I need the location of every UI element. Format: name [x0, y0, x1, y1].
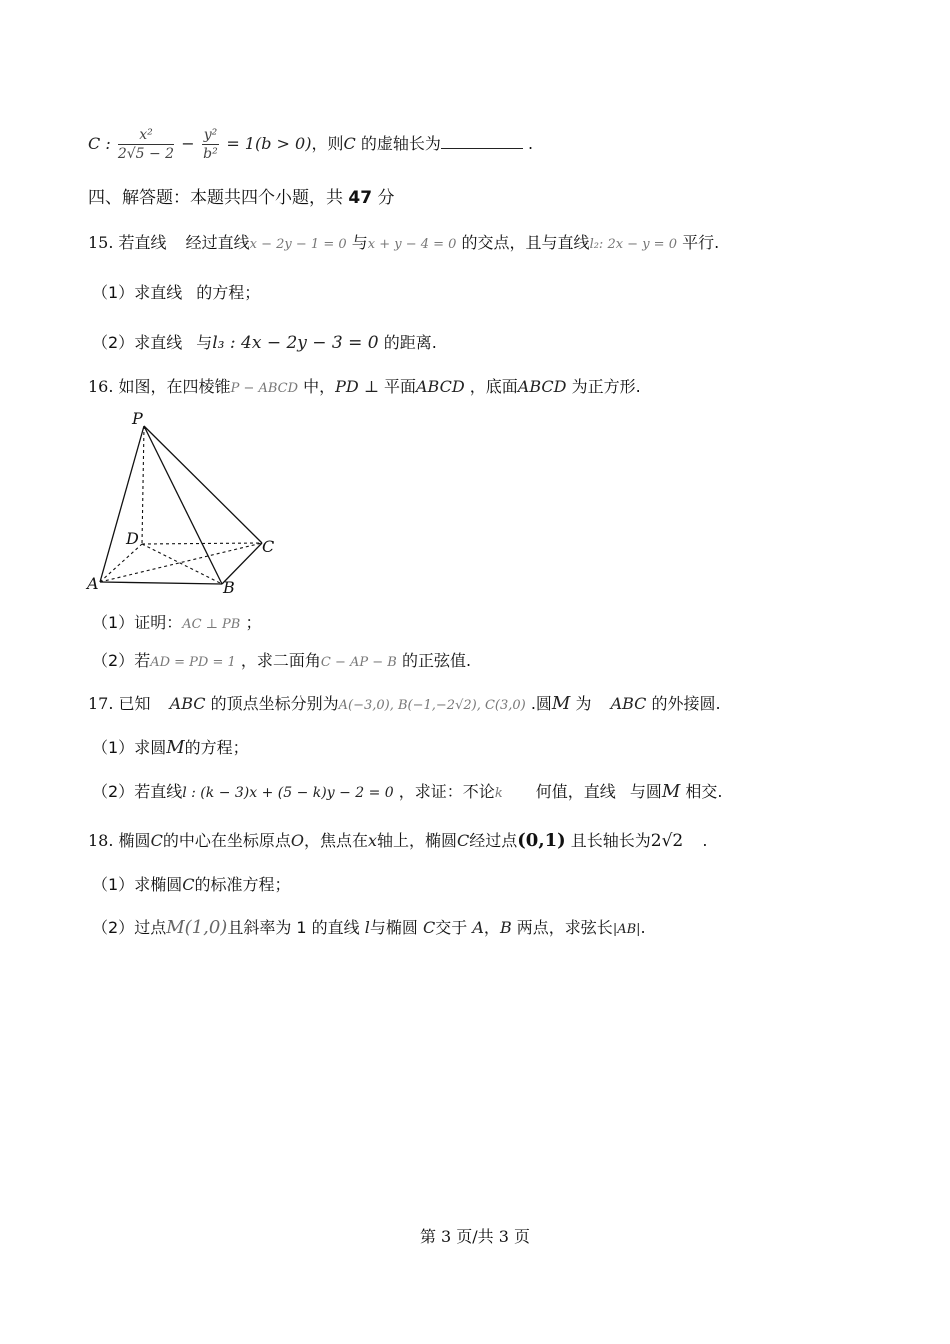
q15-p1-b: 的方程；	[196, 283, 261, 302]
q16-t5: 为正方形.	[571, 377, 641, 396]
q17-part1	[92, 738, 249, 758]
q17-p2-b: ，求证：不论	[398, 782, 495, 801]
q18-t2: 的中心在坐标原点	[162, 831, 291, 850]
q14-frac1-num: x²	[118, 126, 174, 145]
q18-p2-a: 过点	[134, 918, 167, 937]
q17-t1: 已知	[118, 694, 151, 713]
q18-p1-b: 的标准方程；	[194, 875, 291, 894]
q15-t1: 若直线	[118, 233, 167, 252]
q18-p2-var2: C	[423, 918, 436, 937]
q18-part2	[92, 918, 646, 940]
q14-rhs: = 1(b > 0)	[226, 134, 312, 153]
q16-stem	[88, 377, 641, 399]
edge-pb	[144, 426, 222, 584]
diag-db	[142, 544, 222, 584]
q14-lhs: C :	[88, 134, 111, 153]
q17-expr4: ABC	[610, 694, 647, 713]
q18-p2-f: 两点，求弦长	[516, 918, 613, 937]
edge-ab	[100, 582, 222, 584]
q16-number: 16.	[88, 377, 114, 396]
q16-expr3: ABCD	[415, 377, 465, 396]
q16-t3: 平面	[383, 377, 416, 396]
q15-p2-expr: l₃ : 4x − 2y − 3 = 0	[212, 333, 379, 353]
q17-t3: .圆	[530, 694, 552, 713]
q16-p2-expr2: C − AP − B	[320, 655, 397, 670]
q18-p2-var: l	[364, 918, 370, 937]
q14-text: 的虚轴长为	[360, 134, 441, 153]
q18-number: 18.	[88, 831, 114, 850]
section-4-heading	[88, 188, 394, 208]
q15-p2-a: 求直线	[134, 333, 183, 352]
q18-p1-label: （1）	[92, 875, 135, 894]
q18-expr1: (0,1)	[517, 830, 566, 851]
q18-p2-expr: M(1,0)	[166, 917, 228, 938]
q17-p2-e: 相交.	[685, 782, 723, 801]
section-4-unit: 分	[377, 188, 395, 208]
q17-expr2: A(−3,0), B(−1,−2√2), C(3,0)	[338, 698, 526, 713]
q14-var: C	[343, 134, 356, 153]
q17-expr3: M	[551, 693, 571, 714]
q18-v2: O	[290, 831, 304, 850]
q18-p2-label: （2）	[92, 918, 135, 937]
q17-t2: 的顶点坐标分别为	[210, 694, 339, 713]
q15-number: 15.	[88, 233, 114, 252]
q14-end: .	[527, 134, 534, 153]
q18-p1-a: 求椭圆	[134, 875, 183, 894]
q17-p1-a: 求圆	[134, 738, 167, 757]
q14-frac2	[202, 126, 220, 163]
q17-p2-d: 与圆	[629, 782, 662, 801]
q18-v4: C	[457, 831, 470, 850]
pyramid-figure	[82, 408, 292, 598]
q14-frac1	[118, 126, 174, 163]
q17-stem	[88, 694, 721, 716]
q17-p2-label: （2）	[92, 782, 135, 801]
label-c: C	[262, 537, 275, 556]
label-a: A	[87, 574, 99, 593]
q18-t7: .	[702, 831, 708, 850]
edge-pa	[100, 426, 144, 582]
label-d: D	[126, 529, 139, 548]
q18-p2-expr2: |AB|	[612, 922, 641, 937]
q16-p2-b: ，求二面角	[240, 651, 321, 670]
q18-t1: 椭圆	[118, 831, 151, 850]
q18-p2-d: 交于	[435, 918, 468, 937]
q15-p2-b: 与	[196, 333, 213, 352]
q18-p2-var4: B	[499, 918, 512, 937]
q15-t2: 经过直线	[185, 233, 250, 252]
q17-p2-var2: M	[661, 781, 681, 802]
q15-expr2: x + y − 4 = 0	[367, 237, 457, 252]
q16-expr2: PD ⊥	[335, 377, 379, 396]
q16-p1-end: ；	[245, 613, 262, 632]
q18-t6: 且长轴长为	[570, 831, 651, 850]
section-4-score: 47	[348, 188, 373, 208]
q17-t4: 为	[575, 694, 592, 713]
label-p: P	[132, 409, 143, 428]
q14-tail-line	[88, 124, 533, 164]
section-4-title: 四、解答题：本题共四个小题，共	[88, 188, 343, 208]
edge-pc	[144, 426, 262, 543]
q14-frac2-den: b²	[203, 146, 218, 162]
q17-expr1: ABC	[169, 694, 206, 713]
q15-stem	[88, 233, 719, 255]
q15-p1-a: 求直线	[134, 283, 183, 302]
q16-part2	[92, 651, 471, 673]
q16-t4: ，底面	[469, 377, 518, 396]
q18-v1: C	[150, 831, 163, 850]
q18-p2-g: .	[640, 918, 646, 937]
q17-part2	[92, 782, 722, 804]
q18-p2-c: 与椭圆	[369, 918, 418, 937]
q16-p2-label: （2）	[92, 651, 135, 670]
q14-minus: −	[181, 134, 195, 153]
q15-t4: 的交点，且与直线	[461, 233, 590, 252]
q16-t1: 如图，在四棱锥	[118, 377, 231, 396]
q18-expr2: 2√2	[650, 831, 684, 851]
q16-p2-a: 若	[134, 651, 151, 670]
q17-p1-b: 的方程；	[184, 738, 249, 757]
q16-expr4: ABCD	[517, 377, 567, 396]
diag-ac	[100, 543, 262, 582]
q16-p1-label: （1）	[92, 613, 135, 632]
q17-number: 17.	[88, 694, 114, 713]
q14-sep: ，则	[311, 134, 344, 153]
q15-expr3: l₂: 2x − y = 0	[589, 237, 677, 252]
q15-p2-label: （2）	[92, 333, 135, 352]
q18-p2-e: ，	[483, 918, 500, 937]
q15-expr1: x − 2y − 1 = 0	[249, 237, 347, 252]
q17-p2-var: k	[494, 786, 503, 801]
q18-v3: x	[367, 831, 377, 850]
q18-stem	[88, 831, 707, 851]
q16-expr1: P − ABCD	[230, 381, 299, 396]
q14-frac2-num: y²	[203, 127, 218, 143]
q16-part1	[92, 613, 261, 635]
q16-p2-expr1: AD = PD = 1	[150, 655, 236, 670]
q18-t4: 轴上，椭圆	[377, 831, 458, 850]
q15-part1	[92, 283, 260, 303]
q17-p2-c: 何值，直线	[535, 782, 616, 801]
label-b: B	[223, 578, 235, 597]
page-footer: 第 3 页/共 3 页	[419, 1227, 531, 1246]
q18-p2-var3: A	[472, 918, 484, 937]
q15-p2-c: 的距离.	[383, 333, 437, 352]
q18-p1-var: C	[182, 875, 195, 894]
q16-p1-a: 证明：	[134, 613, 183, 632]
q18-t3: ，焦点在	[303, 831, 368, 850]
edge-pd	[142, 426, 144, 544]
q15-t3: 与	[351, 233, 368, 252]
answer-blank	[441, 134, 523, 149]
q17-p1-var: M	[166, 737, 185, 758]
q17-t5: 的外接圆.	[651, 694, 721, 713]
q16-p1-expr: AC ⊥ PB	[182, 617, 241, 632]
q17-p2-a: 若直线	[134, 782, 183, 801]
q18-part1	[92, 875, 290, 895]
q18-t5: 经过点	[469, 831, 518, 850]
q16-t2: 中，	[303, 377, 336, 396]
q16-p2-c: 的正弦值.	[401, 651, 472, 670]
q14-frac1-den: 2√5 − 2	[117, 146, 175, 162]
q15-part2	[92, 333, 437, 353]
edge-ad	[100, 544, 142, 582]
q17-p2-expr: l : (k − 3)x + (5 − k)y − 2 = 0	[182, 785, 394, 801]
q17-p1-label: （1）	[92, 738, 135, 757]
q18-p2-b: 且斜率为 1 的直线	[227, 918, 360, 937]
q15-t5: 平行.	[682, 233, 720, 252]
q15-p1-label: （1）	[92, 283, 135, 302]
